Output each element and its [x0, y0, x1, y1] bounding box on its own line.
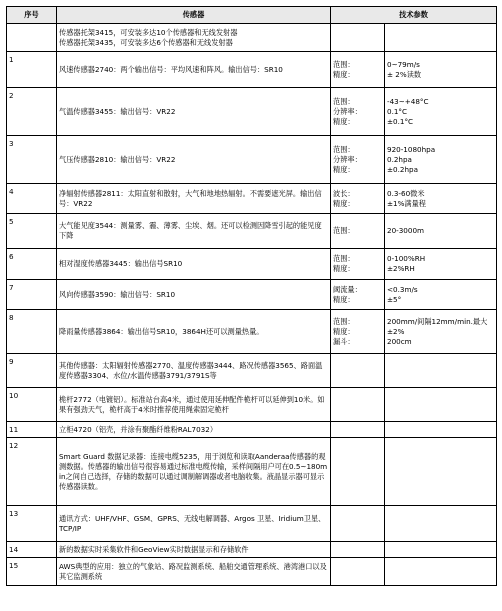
- param-values: [385, 184, 497, 214]
- param-label: 精度：: [333, 116, 355, 126]
- param-label: 范围：: [333, 59, 355, 69]
- param-values: [385, 558, 497, 586]
- param-labels: [331, 422, 385, 438]
- param-value: ±2%: [387, 326, 405, 336]
- param-values: [385, 249, 497, 280]
- description-line: 风向传感器3590：输出信号：SR10: [59, 289, 176, 299]
- row-index: 9: [7, 354, 57, 388]
- table-row: [7, 24, 497, 52]
- row-index: 3: [7, 136, 57, 184]
- param-values: [385, 280, 497, 310]
- param-value: ±0.2hpa: [387, 164, 418, 174]
- table-row: [7, 422, 497, 438]
- table-row: [7, 280, 497, 310]
- param-value: 200cm: [387, 336, 412, 346]
- param-value: <0.3m/s: [387, 284, 418, 294]
- param-values: [385, 88, 497, 136]
- sensor-spec-table-container: [6, 6, 496, 586]
- param-value: ± 2%读数: [387, 69, 422, 79]
- param-values: [385, 214, 497, 249]
- param-labels: [331, 354, 385, 388]
- param-value: -43~+48°C: [387, 96, 429, 106]
- param-label: 波长：: [333, 188, 355, 198]
- param-labels: [331, 310, 385, 354]
- param-values: [385, 354, 497, 388]
- table-header-row: [7, 7, 497, 24]
- param-values: [385, 136, 497, 184]
- param-value: ±0.1°C: [387, 116, 414, 126]
- description-line: 新的数据实时采集软件和GeoView实时数据显示和存储软件: [59, 544, 249, 554]
- row-index: 13: [7, 506, 57, 542]
- table-row: [7, 310, 497, 354]
- table-row: [7, 388, 497, 422]
- table-row: [7, 52, 497, 88]
- header-index: 序号: [7, 7, 57, 24]
- row-index: [7, 24, 57, 52]
- param-label: 漏斗：: [333, 336, 355, 346]
- sensor-description: [57, 88, 331, 136]
- sensor-description: [57, 388, 331, 422]
- param-value: ±1%满量程: [387, 198, 426, 208]
- description-line: 降雨量传感器3864：输出信号SR10，3864H还可以测量热量。: [59, 326, 264, 336]
- row-index: 2: [7, 88, 57, 136]
- param-labels: [331, 52, 385, 88]
- param-values: [385, 52, 497, 88]
- param-label: 分辨率：: [333, 106, 362, 116]
- param-value: 200mm/间隔12mm/min.最大: [387, 316, 488, 326]
- description-line: 桅杆2772（电镀铝）。标准站台高4米，通过使用延伸配件桅杆可以延伸到10米。如果有强劲天气，桅杆高于4米时推荐使用绳索固定桅杆: [59, 394, 325, 414]
- param-label: 范围：: [333, 226, 355, 235]
- param-labels: [331, 88, 385, 136]
- description-line: 传感器托架3415，可安装多达10个传感器和无线发射器: [59, 27, 238, 37]
- description-line: 气温传感器3455：输出信号：VR22: [59, 106, 176, 116]
- row-index: 7: [7, 280, 57, 310]
- param-values: [385, 310, 497, 354]
- header-sensor: 传感器: [57, 7, 331, 24]
- sensor-description: [57, 214, 331, 249]
- param-value: 0.1°C: [387, 106, 408, 116]
- param-labels: [331, 506, 385, 542]
- table-row: [7, 136, 497, 184]
- sensor-description: [57, 542, 331, 558]
- param-label: 精度：: [333, 198, 355, 208]
- sensor-description: [57, 558, 331, 586]
- row-index: 15: [7, 558, 57, 586]
- param-values: [385, 24, 497, 52]
- param-labels: [331, 558, 385, 586]
- sensor-description: [57, 506, 331, 542]
- row-index: 12: [7, 438, 57, 506]
- param-labels: [331, 438, 385, 506]
- row-index: 8: [7, 310, 57, 354]
- description-line: 通讯方式：UHF/VHF、GSM、GPRS、无线电解调器、Argos 卫星、Iridium卫星、TCP/IP: [59, 513, 326, 533]
- param-labels: [331, 249, 385, 280]
- description-line: 气压传感器2810：输出信号：VR22: [59, 154, 176, 164]
- sensor-spec-table: [6, 6, 497, 586]
- param-value: ±5°: [387, 294, 402, 304]
- table-row: [7, 184, 497, 214]
- table-row: [7, 542, 497, 558]
- param-value: 0-100%RH: [387, 254, 426, 263]
- param-label: 精度：: [333, 264, 355, 273]
- table-row: [7, 558, 497, 586]
- param-labels: [331, 388, 385, 422]
- table-row: [7, 88, 497, 136]
- param-values: [385, 422, 497, 438]
- sensor-description: [57, 136, 331, 184]
- table-row: [7, 354, 497, 388]
- table-row: [7, 506, 497, 542]
- row-index: 14: [7, 542, 57, 558]
- description-line: 大气能见度3544：测量雾、霾、薄雾、尘埃、烟。还可以检测因降雪引起的能见度下降: [59, 221, 322, 240]
- param-values: [385, 506, 497, 542]
- sensor-description: [57, 249, 331, 280]
- description-line: 传感器托架3435，可安装多达6个传感器和无线发射器: [59, 37, 233, 47]
- sensor-description: [57, 280, 331, 310]
- param-value: 0.2hpa: [387, 154, 412, 164]
- description-line: 相对湿度传感器3445：输出信号SR10: [59, 259, 183, 268]
- param-values: [385, 542, 497, 558]
- param-label: 精度：: [333, 164, 355, 174]
- sensor-description: [57, 310, 331, 354]
- sensor-description: [57, 354, 331, 388]
- row-index: 1: [7, 52, 57, 88]
- description-line: 立柜4720（铝壳，并涂有聚酯纤维粉RAL7032）: [59, 424, 218, 434]
- param-labels: [331, 136, 385, 184]
- param-labels: [331, 24, 385, 52]
- param-values: [385, 388, 497, 422]
- description-line: AWS典型的应用：独立的气象站、路况监测系统、船舶交通管理系统、港湾港口以及其它监测系统: [59, 561, 327, 581]
- param-label: 范围：: [333, 316, 355, 326]
- row-index: 4: [7, 184, 57, 214]
- param-value: 920-1080hpa: [387, 144, 436, 154]
- param-label: 分辨率：: [333, 154, 362, 164]
- table-row: [7, 249, 497, 280]
- description-line: 其他传感器：太阳辐射传感器2770、温度传感器3444、路况传感器3565、路面温度传感器3304、水位/水温传感器3791/3791S等: [59, 360, 323, 380]
- param-label: 精度：: [333, 326, 355, 336]
- sensor-description: [57, 52, 331, 88]
- param-label: 精度：: [333, 69, 355, 79]
- row-index: 5: [7, 214, 57, 249]
- param-labels: [331, 542, 385, 558]
- sensor-description: [57, 422, 331, 438]
- row-index: 6: [7, 249, 57, 280]
- param-label: 范围：: [333, 144, 355, 154]
- param-value: 0~79m/s: [387, 59, 420, 69]
- param-labels: [331, 184, 385, 214]
- sensor-description: [57, 438, 331, 506]
- param-label: 范围：: [333, 96, 355, 106]
- param-label: 精度：: [333, 294, 355, 304]
- sensor-description: [57, 184, 331, 214]
- table-row: [7, 214, 497, 249]
- param-labels: [331, 280, 385, 310]
- table-body: [7, 24, 497, 586]
- param-label: 范围：: [333, 254, 355, 263]
- param-labels: [331, 214, 385, 249]
- table-row: [7, 438, 497, 506]
- row-index: 10: [7, 388, 57, 422]
- param-value: 0.3-60微米: [387, 188, 425, 198]
- description-line: Smart Guard 数据记录器：连接电缆5235，用于浏览和读取Aanderaa传感器的观测数据。传感器的输出信号很容易通过标准电缆传输，采样间隔用户可在0.5~180min之间自己选择，存储的数据可以通过调制解调器或者电脑收集。液晶显示器可显示传感器读数。: [59, 451, 328, 491]
- param-values: [385, 438, 497, 506]
- sensor-description: [57, 24, 331, 52]
- param-value: ±2%RH: [387, 264, 415, 273]
- description-line: 净辐射传感器2811：太阳直射和散射，大气和地地热辐射。不需要遮光屏。输出信号：VR22: [59, 188, 322, 208]
- header-tech-params: 技术参数: [331, 7, 497, 24]
- row-index: 11: [7, 422, 57, 438]
- param-value: 20-3000m: [387, 226, 425, 235]
- description-line: 风速传感器2740：两个输出信号：平均风速和阵风。输出信号：SR10: [59, 64, 283, 74]
- param-label: 阈流量：: [333, 284, 362, 294]
